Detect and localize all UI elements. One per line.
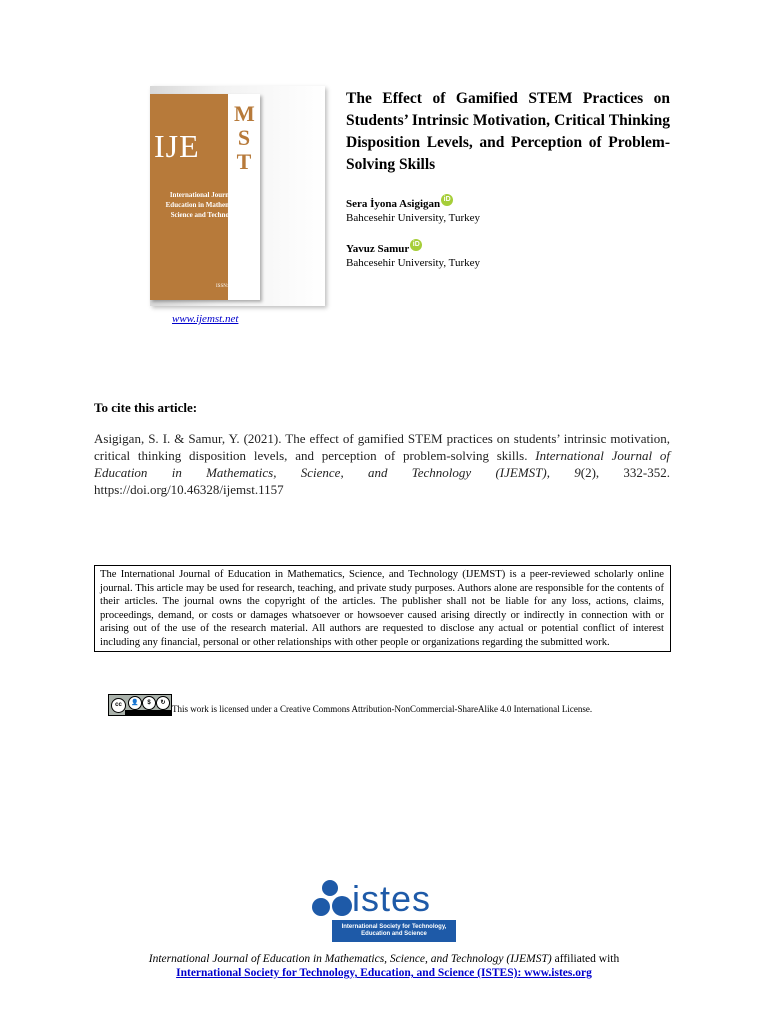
cc-label-strip: [125, 710, 171, 715]
cover-subtitle: International Journal of Education in Mathematics, Science and Technology: [165, 191, 247, 219]
journal-website-link[interactable]: www.ijemst.net: [172, 313, 239, 325]
cc-by-icon: 👤: [128, 696, 142, 710]
citation-part-2: (2), 332-352. https://doi.org/10.46328/ijemst.1157: [94, 465, 670, 497]
istes-website-link[interactable]: International Society for Technology, Education, and Science (ISTES): www.istes.org: [176, 967, 592, 979]
logo-dot: [322, 880, 338, 896]
orcid-icon[interactable]: iD: [410, 239, 422, 251]
cc-sa-icon: ↻: [156, 696, 170, 710]
cover-issn: ISSN: 2147-611X: [216, 284, 253, 289]
citation-part-1: Asigigan, S. I. & Samur, Y. (2021). The effect of gamified STEM practices on students’ intrinsic motivation, critical thinking disposition levels, and perception of problem-solving skills.: [94, 431, 670, 463]
footer: [94, 952, 674, 980]
cite-heading: To cite this article:: [94, 400, 198, 415]
istes-wordmark: istes: [352, 878, 432, 919]
istes-tagline: International Society for Technology, Education and Science: [332, 920, 456, 942]
orcid-icon[interactable]: iD: [441, 194, 453, 206]
journal-cover-image: [118, 82, 330, 312]
cover-ije-text: IJE: [154, 128, 200, 164]
author-block-2: [346, 239, 422, 257]
creative-commons-license-icon[interactable]: [108, 694, 172, 716]
citation-journal: International Journal of Education in Mathematics, Science, and Technology (IJEMST), 9: [94, 448, 670, 480]
footer-affiliated: affiliated with: [551, 953, 620, 965]
cover-front: [150, 94, 260, 300]
license-text: This work is licensed under a Creative Commons Attribution-NonCommercial-ShareAlike 4.0 International License.: [172, 704, 593, 714]
logo-dot: [332, 896, 352, 916]
author-affiliation-1: Bahcesehir University, Turkey: [346, 212, 481, 224]
author-name-1: Sera İyona Asigigan: [346, 198, 441, 210]
cover-mst-text: M S T: [234, 101, 255, 174]
author-name-2: Yavuz Samur: [346, 243, 410, 255]
article-title: The Effect of Gamified STEM Practices on Students’ Intrinsic Motivation, Critical Thinking Disposition Levels, and Perception of Problem-Solving Skills: [346, 90, 670, 173]
cc-icon: cc: [111, 698, 126, 713]
logo-dot: [312, 898, 330, 916]
citation-text: [94, 430, 670, 498]
disclaimer-box: The International Journal of Education in Mathematics, Science, and Technology (IJEMST) is a peer-reviewed scholarly online journal. This article may be used for research, teaching, and private study purposes. Authors alone are responsible for the contents of their articles. The journal owns the copyright of the articles. The publisher shall not be liable for any loss, actions, claims, proceedings, demand, or costs or damages whatsoever or howsoever caused arising directly or indirectly in connection with or arising out of the use of the research material. All authors are requested to disclose any actual or potential conflict of interest including any financial, personal or other relationships with other people or organizations regarding the submitted work.: [94, 565, 671, 652]
istes-logo: [310, 880, 458, 944]
cc-nc-icon: $: [142, 696, 156, 710]
footer-journal: International Journal of Education in Mathematics, Science, and Technology (IJEMST): [148, 953, 552, 965]
author-affiliation-2: Bahcesehir University, Turkey: [346, 257, 481, 269]
author-block-1: [346, 194, 453, 212]
